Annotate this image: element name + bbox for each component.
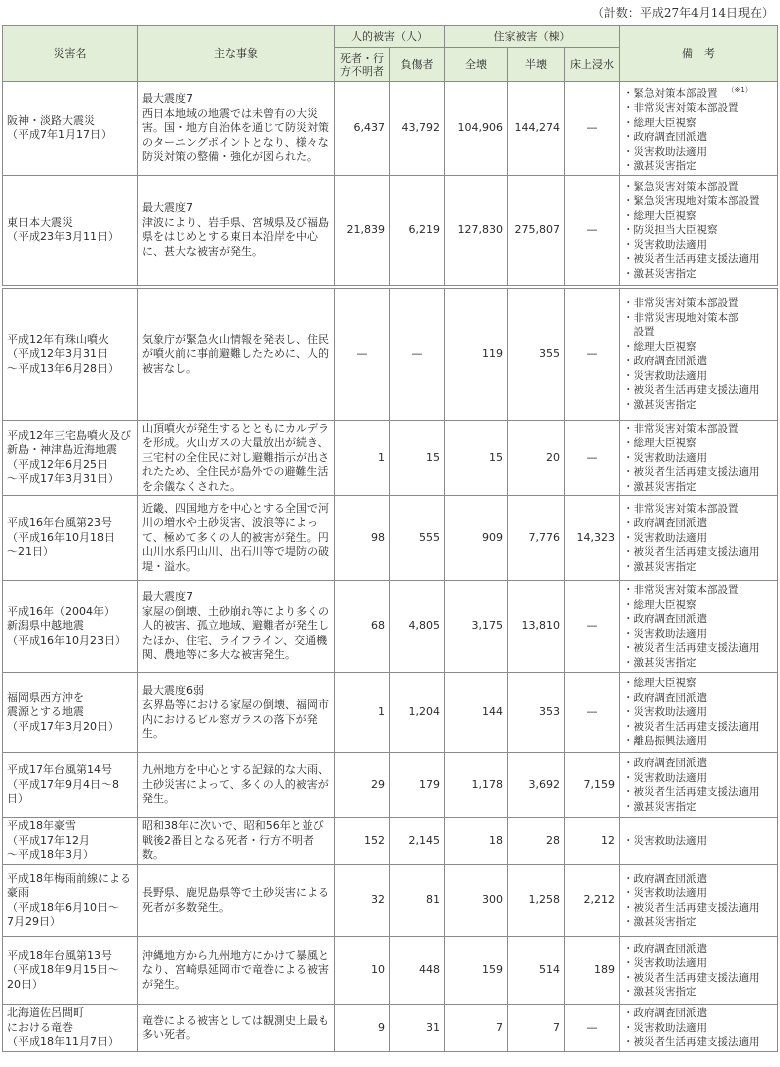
- remark-item: ・被災者生活再建支援法適用: [623, 901, 760, 914]
- dead-cell: 29: [335, 753, 390, 818]
- remark-item: ・災害救助法適用: [623, 834, 708, 847]
- full-cell: 300: [445, 865, 508, 937]
- full-cell: 18: [445, 818, 508, 865]
- half-cell: 20: [508, 420, 565, 496]
- dead-cell: —: [335, 287, 390, 420]
- injured-cell: 1,204: [390, 673, 445, 753]
- half-cell: 3,692: [508, 753, 565, 818]
- remarks-cell: [620, 753, 778, 818]
- full-cell: 15: [445, 420, 508, 496]
- dead-cell: 10: [335, 937, 390, 1005]
- event-cell: [138, 937, 335, 1005]
- remark-item: ・災害救助法適用: [623, 627, 708, 640]
- table-row: [3, 818, 778, 865]
- injured-cell: 4,805: [390, 581, 445, 673]
- disaster-name-line: （平成16年10月23日）: [7, 633, 126, 647]
- disaster-name-line: 東日本大震災: [7, 215, 73, 229]
- remark-item: ・災害救助法適用: [623, 706, 708, 719]
- header-name: 災害名: [3, 26, 138, 82]
- injured-cell: 2,145: [390, 818, 445, 865]
- injured-cell: 179: [390, 753, 445, 818]
- event-line: 最大震度7: [142, 590, 193, 604]
- remark-item: ・非常災害対策本部設置: [623, 584, 739, 596]
- half-cell: 514: [508, 937, 565, 1005]
- remark-item: ・激甚災害指定: [623, 560, 697, 573]
- disaster-name-line: （平成17年3月20日）: [7, 719, 119, 733]
- remark-item: ・激甚災害指定: [623, 916, 697, 928]
- table-row: [3, 865, 778, 937]
- remark-item: ・災害救助法適用: [623, 238, 708, 251]
- remark-item: ・被災者生活再建支援法適用: [623, 384, 760, 397]
- event-line: 九州地方を中心とする記録的な大雨、土砂災害によって、多くの人的被害が発生。: [142, 763, 329, 806]
- remark-item: ・激甚災害指定: [623, 986, 697, 998]
- event-cell: [138, 82, 335, 176]
- half-cell: 7: [508, 1005, 565, 1052]
- table-row: [3, 496, 778, 581]
- disaster-name-cell: [3, 82, 138, 176]
- disaster-name-cell: [3, 753, 138, 818]
- header-human: 人的被害（人）: [335, 26, 445, 48]
- remark-item: ・政府調査団派遣: [623, 691, 708, 704]
- disaster-name-line: 新潟県中越地震: [7, 619, 84, 633]
- remark-item: ・総理大臣視察: [623, 340, 697, 353]
- full-cell: 127,830: [445, 175, 508, 287]
- table-row: [3, 937, 778, 1005]
- event-cell: [138, 496, 335, 581]
- disaster-name-line: 20日）: [7, 977, 43, 991]
- injured-cell: 6,219: [390, 175, 445, 287]
- disaster-name-line: 福岡県西方沖を: [7, 690, 84, 704]
- header-injured: 負傷者: [390, 48, 445, 82]
- full-cell: 144: [445, 673, 508, 753]
- disaster-table: [2, 25, 778, 1052]
- remark-item: ・政府調査団派遣: [623, 872, 708, 885]
- remarks-cell: [620, 673, 778, 753]
- remark-item: ・防災担当大臣視察: [623, 224, 718, 236]
- disaster-name-line: 平成12年三宅島噴火及び新島・神津島近海地震: [7, 428, 131, 457]
- flood-cell: —: [565, 420, 620, 496]
- disaster-name-line: 平成16年台風第23号: [7, 516, 112, 530]
- event-line: 西日本地域の地震では未曾有の大災害。国・地方自治体を通じて防災対策のターニングポイントとなり、様々な防災対策の整備・強化が図られた。: [142, 106, 329, 163]
- flood-cell: —: [565, 82, 620, 176]
- disaster-name-line: 平成18年豪雪: [7, 819, 76, 833]
- disaster-name-line: ～平成18年3月）: [7, 848, 94, 862]
- header-half: 半壊: [508, 48, 565, 82]
- remark-item: ・災害救助法適用: [623, 531, 708, 544]
- full-cell: 119: [445, 287, 508, 420]
- full-cell: 3,175: [445, 581, 508, 673]
- remark-item: ・総理大臣視察: [623, 437, 697, 449]
- remark-item: ・非常災害対策本部設置: [623, 502, 739, 515]
- flood-cell: —: [565, 581, 620, 673]
- disaster-name-line: 平成18年梅雨前線による豪雨: [7, 871, 131, 899]
- disaster-name-cell: [3, 865, 138, 937]
- dead-cell: 152: [335, 818, 390, 865]
- disaster-name-line: （平成16年10月18日: [7, 530, 115, 544]
- disaster-name-line: （平成18年9月15日～: [7, 963, 119, 977]
- flood-cell: 7,159: [565, 753, 620, 818]
- remark-item: ・激甚災害指定: [623, 480, 697, 493]
- event-line: 山頂噴火が発生するとともにカルデラを形成。火山ガスの大量放出が続き、三宅村の全住民に対し避難指示が出されたため、全住民が島外での避難生活を余儀なくされた。: [142, 421, 329, 493]
- event-cell: [138, 753, 335, 818]
- table-row: [3, 753, 778, 818]
- table-row: [3, 581, 778, 673]
- remark-item: ・非常災害現地対策本部: [623, 311, 739, 324]
- event-cell: [138, 1005, 335, 1052]
- event-line: 家屋の倒壊、土砂崩れ等により多くの人的被害、孤立地域、避難者が発生したほか、住宅、ライフライン、交通機関、農地等に多大な被害発生。: [142, 604, 329, 662]
- flood-cell: —: [565, 673, 620, 753]
- half-cell: 13,810: [508, 581, 565, 673]
- remark-item: ・災害救助法適用: [623, 145, 708, 158]
- remarks-cell: [620, 82, 778, 176]
- disaster-name-line: （平成7年1月17日）: [7, 128, 112, 142]
- dead-cell: 1: [335, 420, 390, 496]
- remark-item: ・総理大臣視察: [623, 677, 697, 690]
- dead-cell: 1: [335, 673, 390, 753]
- remark-item: ・激甚災害指定: [623, 398, 697, 411]
- remark-item: ・激甚災害指定: [623, 267, 697, 280]
- remark-item: ・激甚災害指定: [623, 656, 697, 669]
- table-row: [3, 1005, 778, 1052]
- disaster-name-cell: [3, 1005, 138, 1052]
- remark-item: ・総理大臣視察: [623, 116, 697, 129]
- remark-item: ・被災者生活再建支援法適用: [623, 466, 760, 478]
- injured-cell: —: [390, 287, 445, 420]
- remark-item: ・災害救助法適用: [623, 771, 708, 784]
- dead-cell: 6,437: [335, 82, 390, 176]
- event-line: 最大震度7: [142, 92, 193, 105]
- dead-cell: 21,839: [335, 175, 390, 287]
- remark-item: ・災害救助法適用: [623, 369, 708, 382]
- flood-cell: 189: [565, 937, 620, 1005]
- table-row: [3, 673, 778, 753]
- dead-cell: 32: [335, 865, 390, 937]
- injured-cell: 448: [390, 937, 445, 1005]
- remark-item: ・非常災害対策本部設置: [623, 297, 739, 310]
- disaster-name-cell: [3, 937, 138, 1005]
- half-cell: 28: [508, 818, 565, 865]
- remark-item: ・被災者生活再建支援法適用: [623, 786, 760, 798]
- remarks-cell: [620, 581, 778, 673]
- remarks-cell: [620, 865, 778, 937]
- disaster-name-line: 阪神・淡路大震災: [7, 113, 95, 127]
- event-line: 沖縄地方から九州地方にかけて暴風となり、宮崎県延岡市で竜巻による被害が発生。: [142, 948, 329, 991]
- disaster-name-line: ～平成13年6月28日）: [7, 361, 119, 375]
- event-line: 長野県、鹿児島県等で土砂災害による死者が多数発生。: [142, 886, 329, 914]
- disaster-name-cell: [3, 496, 138, 581]
- remark-item: ・被災者生活再建支援法適用: [623, 971, 760, 984]
- disaster-name-line: （平成18年11月7日）: [7, 1035, 119, 1049]
- event-line: 竜巻による被害としては観測史上最も多い死者。: [142, 1013, 329, 1041]
- event-line: 気象庁が緊急火山情報を発表し、住民が噴火前に事前避難したために、人的被害なし。: [142, 332, 329, 375]
- full-cell: 7: [445, 1005, 508, 1052]
- disaster-name-line: ～21日）: [7, 545, 54, 559]
- flood-cell: 12: [565, 818, 620, 865]
- dead-cell: 9: [335, 1005, 390, 1052]
- remark-item: ・緊急対策本部設置 $^{(※1)}$: [623, 86, 752, 100]
- remark-item: ・政府調査団派遣: [623, 131, 708, 143]
- event-cell: [138, 175, 335, 287]
- event-line: 玄界島等における家屋の倒壊、福岡市内におけるビル窓ガラスの落下が発生。: [142, 698, 329, 740]
- disaster-name-cell: [3, 287, 138, 420]
- header-flood: 床上浸水: [565, 48, 620, 82]
- injured-cell: 555: [390, 496, 445, 581]
- flood-cell: —: [565, 287, 620, 420]
- remark-item: ・激甚災害指定: [623, 800, 697, 813]
- remark-item: ・激甚災害指定: [623, 160, 697, 172]
- flood-cell: 14,323: [565, 496, 620, 581]
- event-cell: [138, 581, 335, 673]
- half-cell: 275,807: [508, 175, 565, 287]
- disaster-name-line: 震源とする地震: [7, 705, 84, 719]
- remarks-cell: [620, 1005, 778, 1052]
- event-line: 昭和38年に次いで、昭和56年と並び戦後2番目となる死者・行方不明者数。: [142, 819, 324, 862]
- disaster-name-cell: [3, 673, 138, 753]
- remark-item: ・災害救助法適用: [623, 451, 708, 464]
- header-event: 主な事象: [138, 26, 335, 82]
- header-house: 住家被害（棟）: [445, 26, 620, 48]
- injured-cell: 81: [390, 865, 445, 937]
- remark-item: ・政府調査団派遣: [623, 757, 708, 769]
- remark-item: ・被災者生活再建支援法適用: [623, 546, 760, 559]
- footnote-marker: （※1）: [727, 86, 752, 94]
- remarks-cell: [620, 496, 778, 581]
- dead-cell: 68: [335, 581, 390, 673]
- remark-item: ・政府調査団派遣: [623, 613, 708, 625]
- remark-item: ・被災者生活再建支援法適用: [623, 253, 760, 265]
- header-dead: 死者・行方不明者: [335, 48, 390, 82]
- disaster-name-line: における竜巻: [7, 1020, 73, 1034]
- event-line: 最大震度7: [142, 201, 193, 215]
- full-cell: 909: [445, 496, 508, 581]
- remark-item: ・被災者生活再建支援法適用: [623, 642, 760, 654]
- event-cell: [138, 420, 335, 496]
- full-cell: 1,178: [445, 753, 508, 818]
- remark-item: ・非常災害対策本部設置: [623, 102, 739, 114]
- remarks-cell: [620, 287, 778, 420]
- disaster-name-line: （平成18年6月10日～: [7, 900, 119, 914]
- event-cell: [138, 673, 335, 753]
- disaster-name-line: 平成18年台風第13号: [7, 948, 112, 962]
- disaster-name-line: （平成23年3月11日）: [7, 230, 119, 244]
- injured-cell: 43,792: [390, 82, 445, 176]
- flood-cell: —: [565, 175, 620, 287]
- remarks-cell: [620, 937, 778, 1005]
- remark-item: ・総理大臣視察: [623, 209, 697, 222]
- disaster-name-line: ～平成17年3月31日）: [7, 472, 119, 486]
- disaster-name-cell: [3, 175, 138, 287]
- remark-item: ・非常災害対策本部設置: [623, 422, 739, 435]
- injured-cell: 15: [390, 420, 445, 496]
- remark-item: ・緊急災害対策本部設置: [623, 180, 739, 193]
- event-cell: [138, 287, 335, 420]
- table-row: [3, 287, 778, 420]
- remarks-cell: [620, 420, 778, 496]
- remark-item: 設置: [623, 326, 655, 339]
- remark-item: ・被災者生活再建支援法適用: [623, 720, 760, 733]
- disaster-name-line: 平成17年台風第14号: [7, 763, 112, 777]
- full-cell: 104,906: [445, 82, 508, 176]
- disaster-name-line: 平成12年有珠山噴火: [7, 332, 109, 346]
- disaster-name-line: （平成17年9月4日～8日）: [7, 777, 119, 806]
- event-line: 津波により、岩手県、宮城県及び福島県をはじめとする東日本沿岸を中心に、甚大な被害が発生。: [142, 215, 329, 258]
- table-row: [3, 175, 778, 287]
- remarks-cell: [620, 175, 778, 287]
- half-cell: 353: [508, 673, 565, 753]
- event-line: 最大震度6弱: [142, 683, 204, 697]
- remark-item: ・政府調査団派遣: [623, 355, 708, 368]
- injured-cell: 31: [390, 1005, 445, 1052]
- disaster-name-line: （平成12年6月25日: [7, 457, 108, 471]
- event-line: 近畿、四国地方を中心とする全国で河川の増水や土砂災害、波浪等によって、極めて多くの人的被害が発生。円山川水系円山川、出石川等で堤防の破堤・溢水。: [142, 501, 329, 573]
- disaster-name-line: 平成16年（2004年）: [7, 604, 115, 618]
- remarks-cell: [620, 818, 778, 865]
- remark-item: ・被災者生活再建支援法適用: [623, 1036, 760, 1049]
- flood-cell: 2,212: [565, 865, 620, 937]
- table-row: [3, 82, 778, 176]
- remark-item: ・政府調査団派遣: [623, 517, 708, 530]
- header-full: 全壊: [445, 48, 508, 82]
- disaster-name-line: 7月29日）: [7, 915, 61, 928]
- event-cell: [138, 865, 335, 937]
- remark-item: ・災害救助法適用: [623, 887, 708, 899]
- header-remarks: 備 考: [620, 26, 778, 82]
- disaster-name-cell: [3, 818, 138, 865]
- remark-item: ・政府調査団派遣: [623, 942, 708, 955]
- as-of-note: （計数：平成27年4月14日現在）: [591, 6, 774, 20]
- disaster-name-line: （平成12年3月31日: [7, 347, 108, 360]
- half-cell: 355: [508, 287, 565, 420]
- half-cell: 1,258: [508, 865, 565, 937]
- remark-item: ・離島振興法適用: [623, 735, 708, 748]
- remark-item: ・総理大臣視察: [623, 598, 697, 611]
- disaster-name-cell: [3, 581, 138, 673]
- full-cell: 159: [445, 937, 508, 1005]
- half-cell: 144,274: [508, 82, 565, 176]
- remark-item: ・緊急災害現地対策本部設置: [623, 195, 760, 207]
- table-row: [3, 420, 778, 496]
- disaster-name-line: （平成17年12月: [7, 833, 90, 847]
- remark-item: ・災害救助法適用: [623, 1021, 708, 1034]
- remark-item: ・政府調査団派遣: [623, 1007, 708, 1020]
- dead-cell: 98: [335, 496, 390, 581]
- event-cell: [138, 818, 335, 865]
- disaster-name-cell: [3, 420, 138, 496]
- remark-item: ・災害救助法適用: [623, 957, 708, 969]
- half-cell: 7,776: [508, 496, 565, 581]
- flood-cell: —: [565, 1005, 620, 1052]
- disaster-name-line: 北海道佐呂間町: [7, 1006, 84, 1020]
